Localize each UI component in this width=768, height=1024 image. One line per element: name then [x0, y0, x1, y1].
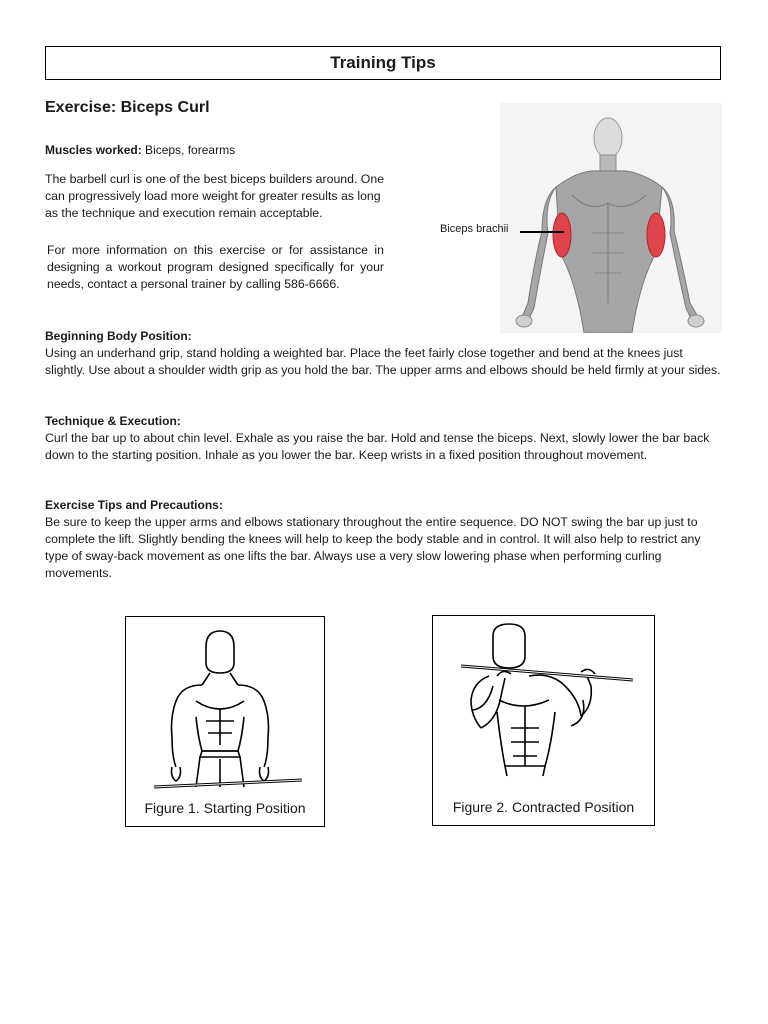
- section-tips: [45, 497, 725, 582]
- section-heading: Beginning Body Position:: [45, 329, 192, 343]
- page-title-box: [45, 46, 721, 80]
- biceps-highlight-left: [553, 213, 571, 257]
- muscles-worked-value: Biceps, forearms: [141, 143, 236, 157]
- biceps-callout-label: Biceps brachii: [440, 223, 509, 235]
- anatomy-illustration: [500, 103, 722, 333]
- section-body: Curl the bar up to about chin level. Exhale as you raise the bar. Hold and tense the biceps. Next, slowly lower the bar back down to the starting position. Inhale as you lower the bar. Keep wrists in a fixed position throughout movement.: [45, 431, 710, 462]
- figure-caption: Figure 1. Starting Position: [144, 800, 306, 816]
- biceps-highlight-right: [647, 213, 665, 257]
- muscles-worked: [45, 143, 235, 157]
- section-body: Using an underhand grip, stand holding a weighted bar. Place the feet fairly close together and bend at the knees just slightly. Use about a shoulder width grip as you hold the bar. The upper arms and elbows should be held firmly at your sides.: [45, 346, 721, 377]
- figure-caption: Figure 2. Contracted Position: [452, 799, 635, 815]
- starting-position-illustration: [126, 617, 324, 797]
- exercise-title: Exercise: Biceps Curl: [45, 99, 210, 116]
- callout-leader-line: [520, 231, 564, 233]
- contracted-position-illustration: [433, 616, 654, 796]
- contact-paragraph: For more information on this exercise or for assistance in designing a workout program designed specifically for your needs, contact a personal trainer by calling 586-6666.: [47, 243, 384, 291]
- figure-contracted-position: [432, 615, 655, 826]
- figure-starting-position: [125, 616, 325, 827]
- page-title: Training Tips: [330, 53, 436, 72]
- intro-paragraph: The barbell curl is one of the best biceps builders around. One can progressively load more weight for greater results as long as the technique and execution remain acceptable.: [45, 172, 385, 220]
- muscles-worked-label: Muscles worked:: [45, 143, 142, 157]
- section-body: Be sure to keep the upper arms and elbows stationary throughout the entire sequence. DO NOT swing the bar up just to complete the lift. Slightly bending the knees will help to keep the body stable and in control. It will also help to restrict any type of sway-back movement as one lifts the bar. Always use a very slow lowering phase when performing curling movements.: [45, 515, 701, 580]
- section-technique: [45, 413, 725, 464]
- section-heading: Exercise Tips and Precautions:: [45, 498, 223, 512]
- section-heading: Technique & Execution:: [45, 414, 181, 428]
- section-beginning-position: [45, 328, 725, 379]
